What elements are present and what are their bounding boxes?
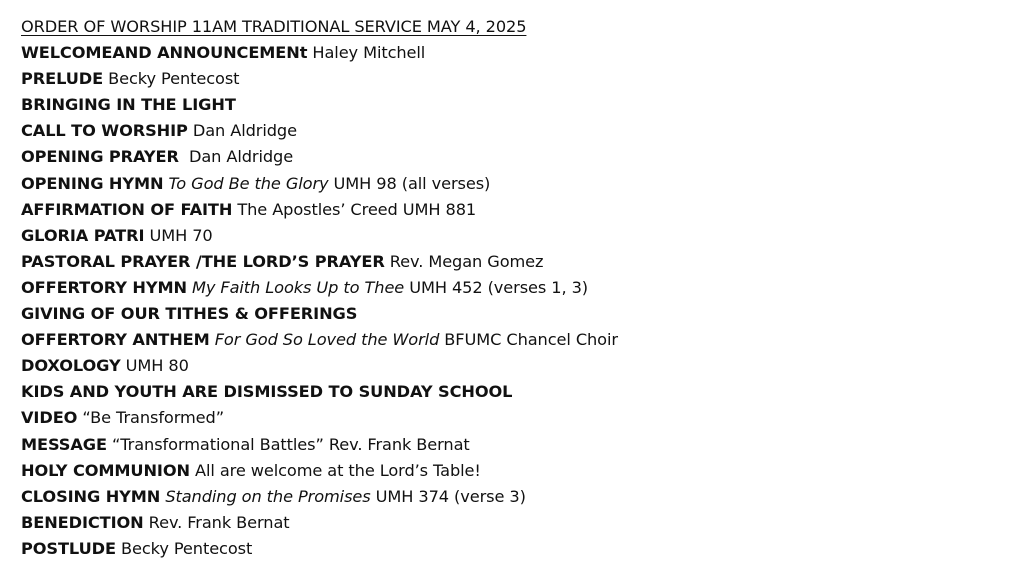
page-title: ORDER OF WORSHIP 11AM TRADITIONAL SERVICE MAY 4, 2025 bbox=[21, 17, 527, 36]
item-detail: Haley Mitchell bbox=[307, 43, 426, 63]
worship-item-pastoral-prayer bbox=[21, 249, 1011, 275]
item-label: BENEDICTION bbox=[21, 512, 144, 532]
hymn-reference: UMH 452 (verses 1, 3) bbox=[404, 277, 588, 297]
worship-item-call-to-worship bbox=[21, 118, 1011, 144]
item-detail: Dan Aldridge bbox=[178, 147, 294, 167]
worship-item-opening-hymn bbox=[21, 171, 1011, 197]
item-label: GLORIA PATRI bbox=[21, 225, 145, 245]
item-label: OPENING HYMN bbox=[21, 173, 164, 193]
hymn-reference: UMH 98 (all verses) bbox=[328, 173, 491, 193]
item-detail: The Apostles’ Creed UMH 881 bbox=[232, 199, 477, 219]
worship-item-message bbox=[21, 432, 1011, 458]
item-label: HOLY COMMUNION bbox=[21, 460, 190, 480]
worship-item-gloria-patri bbox=[21, 223, 1011, 249]
item-detail: Becky Pentecost bbox=[103, 69, 240, 89]
worship-item-welcome bbox=[21, 40, 1011, 66]
item-label: VIDEO bbox=[21, 408, 78, 428]
item-label: PRELUDE bbox=[21, 69, 104, 89]
worship-item-holy-communion bbox=[21, 458, 1011, 484]
worship-item-postlude bbox=[21, 536, 1011, 562]
worship-item-offertory-anthem bbox=[21, 327, 1011, 353]
item-label: POSTLUDE bbox=[21, 538, 116, 558]
item-label: KIDS AND YOUTH ARE DISMISSED TO SUNDAY SCHOOL bbox=[21, 382, 513, 402]
item-detail: Becky Pentecost bbox=[115, 538, 253, 558]
worship-item-affirmation-of-faith bbox=[21, 197, 1011, 223]
item-detail: Rev. Frank Bernat bbox=[143, 512, 290, 532]
item-label: OFFERTORY ANTHEM bbox=[21, 330, 210, 350]
item-label: AFFIRMATION OF FAITH bbox=[21, 199, 233, 219]
item-label: GIVING OF OUR TITHES & OFFERINGS bbox=[21, 304, 358, 324]
worship-item-benediction bbox=[21, 510, 1011, 536]
item-detail: Rev. Megan Gomez bbox=[384, 251, 544, 271]
item-label: WELCOMEAND ANNOUNCEMENt bbox=[21, 43, 308, 63]
worship-item-opening-prayer bbox=[21, 144, 1011, 170]
worship-item-bringing-in-the-light bbox=[21, 92, 1011, 118]
item-detail: Dan Aldridge bbox=[187, 121, 297, 141]
hymn-title: To God Be the Glory bbox=[168, 173, 329, 193]
item-label: OPENING PRAYER bbox=[21, 147, 179, 167]
hymn-reference: UMH 374 (verse 3) bbox=[370, 486, 526, 506]
item-label: BRINGING IN THE LIGHT bbox=[21, 95, 236, 115]
item-detail: UMH 70 bbox=[144, 225, 213, 245]
anthem-title: For God So Loved the World bbox=[214, 330, 440, 350]
item-label: PASTORAL PRAYER /THE LORD’S PRAYER bbox=[21, 251, 385, 271]
item-label: DOXOLOGY bbox=[21, 356, 121, 376]
worship-item-kids-dismissal bbox=[21, 379, 1011, 405]
worship-item-giving bbox=[21, 301, 1011, 327]
worship-item-closing-hymn bbox=[21, 484, 1011, 510]
item-label: MESSAGE bbox=[21, 434, 107, 454]
anthem-performer: BFUMC Chancel Choir bbox=[439, 330, 618, 350]
item-label: CLOSING HYMN bbox=[21, 486, 161, 506]
item-label: OFFERTORY HYMN bbox=[21, 277, 187, 297]
item-label: CALL TO WORSHIP bbox=[21, 121, 188, 141]
order-of-worship bbox=[21, 14, 1011, 562]
hymn-title: Standing on the Promises bbox=[165, 486, 371, 506]
worship-item-doxology bbox=[21, 353, 1011, 379]
worship-item-offertory-hymn bbox=[21, 275, 1011, 301]
item-detail: All are welcome at the Lord’s Table! bbox=[189, 460, 481, 480]
worship-item-video bbox=[21, 405, 1011, 431]
item-detail: “Be Transformed” bbox=[77, 408, 224, 428]
worship-item-prelude bbox=[21, 66, 1011, 92]
item-detail: UMH 80 bbox=[120, 356, 189, 376]
hymn-title: My Faith Looks Up to Thee bbox=[191, 277, 405, 297]
item-detail: “Transformational Battles” Rev. Frank Bernat bbox=[106, 434, 470, 454]
